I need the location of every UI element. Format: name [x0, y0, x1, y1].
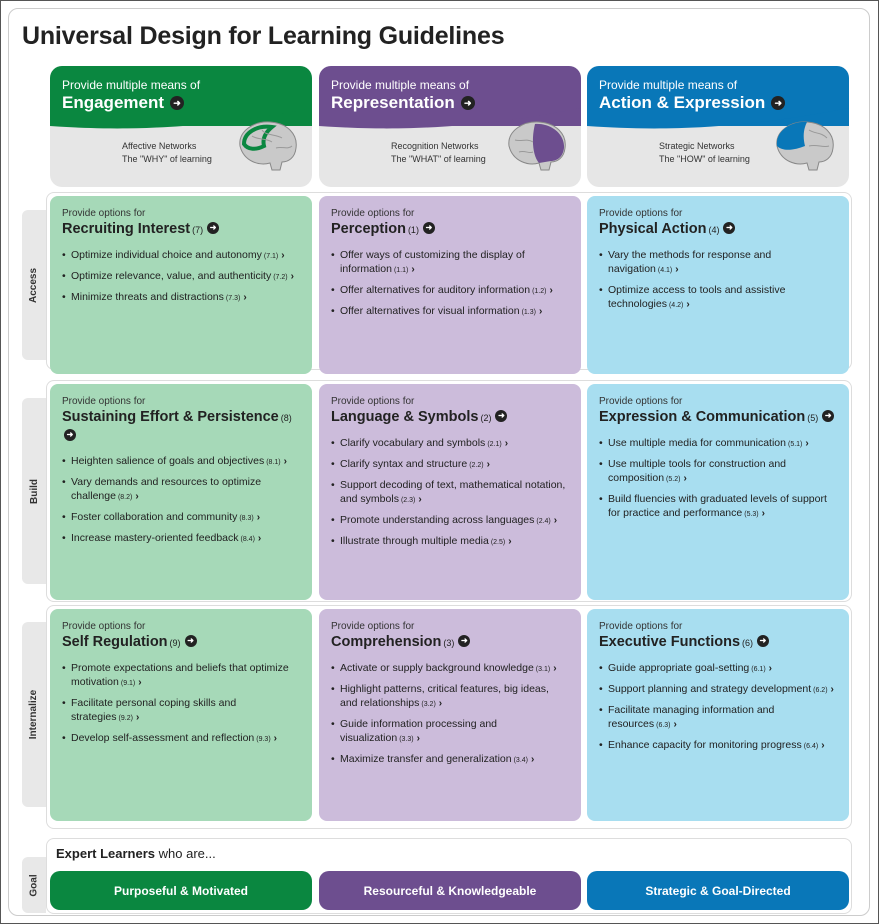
card-prefix: Provide options for — [599, 396, 683, 407]
chevron-right-icon: › — [673, 719, 677, 730]
guideline-number: (3.3) — [399, 736, 414, 743]
guideline-link[interactable] — [62, 290, 300, 306]
arrow-right-icon: ➜ — [458, 635, 470, 647]
guideline-number: (8.1) — [266, 459, 281, 466]
card-prefix: Provide options for — [331, 208, 415, 219]
card-title-text: Comprehension — [331, 634, 442, 650]
chevron-right-icon: › — [418, 494, 422, 505]
card-number: (1) — [407, 225, 419, 235]
guideline-number: (6.2) — [813, 687, 828, 694]
guideline-number: (8.2) — [117, 494, 133, 501]
guideline-number: (2.1) — [487, 441, 502, 448]
guideline-text: Facilitate managing information and resources — [608, 704, 775, 730]
guideline-text: Optimize relevance, value, and authenticity — [71, 270, 272, 282]
guideline-number: (3.2) — [421, 701, 436, 708]
guideline-number: (5.3) — [744, 511, 759, 518]
chevron-right-icon: › — [504, 438, 509, 449]
arrow-right-icon: ➜ — [64, 429, 76, 441]
card-number: (3) — [443, 638, 455, 648]
card-self-regulation[interactable] — [50, 609, 312, 821]
chevron-right-icon: › — [416, 733, 420, 744]
chevron-right-icon: › — [486, 459, 490, 470]
guideline-number: (9.2) — [118, 715, 133, 722]
card-prefix: Provide options for — [62, 208, 146, 219]
card-title-text: Self Regulation — [62, 634, 168, 650]
card-prefix: Provide options for — [599, 621, 683, 632]
arrow-right-icon: ➜ — [461, 96, 475, 110]
arrow-right-icon: ➜ — [495, 410, 507, 422]
guideline-text: Increase mastery-oriented feedback — [71, 532, 239, 544]
guideline-text: Support decoding of text, mathematical notation, and symbols — [340, 479, 566, 505]
guideline-number: (7.1) — [263, 253, 279, 260]
guideline-text: Optimize individual choice and autonomy — [71, 249, 262, 261]
guideline-number: (4.1) — [657, 267, 673, 274]
guideline-number: (1.1) — [393, 267, 409, 274]
guideline-text: Use multiple media for communication — [608, 437, 786, 449]
chevron-right-icon: › — [830, 684, 834, 695]
card-title[interactable] — [62, 633, 300, 652]
guideline-text: Offer alternatives for auditory information — [340, 284, 531, 296]
header-network — [659, 140, 750, 166]
row-label-internalize — [22, 622, 46, 807]
brain-top-icon — [769, 116, 839, 176]
guideline-text: Highlight patterns, critical features, big ideas, and relationships — [340, 683, 549, 709]
card-title-text: Executive Functions — [599, 634, 741, 650]
card-prefix: Provide options for — [331, 396, 415, 407]
guideline-link[interactable] — [62, 731, 300, 747]
card-title-text: Perception — [331, 221, 406, 237]
card-title-text: Recruiting Interest — [62, 221, 191, 237]
guideline-text: Offer alternatives for visual information — [340, 305, 520, 317]
goal-purposeful-button[interactable]: Purposeful & Motivated — [50, 871, 312, 910]
guideline-link[interactable] — [599, 457, 837, 487]
guideline-text: Activate or supply background knowledge — [340, 662, 534, 674]
guideline-number: (8.3) — [239, 515, 254, 522]
guideline-number: (6.4) — [803, 743, 819, 750]
network-name: Strategic Networks — [659, 141, 735, 151]
header-action-expression[interactable] — [587, 66, 849, 187]
header-representation[interactable] — [319, 66, 581, 187]
goal-strategic-button[interactable]: Strategic & Goal-Directed — [587, 871, 849, 910]
guideline-number: (1.3) — [521, 309, 536, 316]
chevron-right-icon: › — [821, 740, 825, 751]
guideline-link[interactable] — [62, 248, 300, 264]
guideline-text: Vary demands and resources to optimize challenge — [71, 476, 262, 502]
header-network — [391, 140, 486, 166]
guideline-link[interactable] — [331, 752, 569, 768]
guideline-link[interactable] — [331, 717, 569, 747]
row-label-text: Internalize — [28, 689, 40, 740]
chevron-right-icon: › — [683, 473, 687, 484]
arrow-right-icon: ➜ — [423, 222, 435, 234]
expert-learners-suffix: who are... — [158, 846, 216, 861]
guideline-text: Offer ways of customizing the display of information — [340, 249, 525, 275]
header-prefix: Provide multiple means of — [62, 78, 201, 92]
guideline-link[interactable] — [599, 248, 837, 278]
guideline-number: (5.1) — [788, 441, 803, 448]
network-purpose: The "WHAT" of learning — [391, 154, 486, 164]
guideline-text: Minimize threats and distractions — [71, 291, 224, 303]
header-title-link[interactable] — [62, 93, 184, 113]
guideline-text: Foster collaboration and community — [71, 511, 238, 523]
chevron-right-icon: › — [273, 733, 278, 744]
guideline-link[interactable] — [599, 738, 837, 754]
guideline-link[interactable] — [599, 661, 837, 677]
card-number: (9) — [169, 638, 181, 648]
card-title-text: Physical Action — [599, 221, 707, 237]
header-title: Engagement — [62, 93, 165, 112]
guideline-link[interactable] — [62, 510, 300, 526]
card-physical-action[interactable] — [587, 196, 849, 374]
chevron-right-icon: › — [553, 515, 558, 526]
card-title[interactable] — [331, 408, 569, 427]
header-title: Representation — [331, 93, 455, 112]
card-title[interactable] — [62, 220, 300, 239]
card-title[interactable] — [331, 633, 569, 652]
guideline-link[interactable] — [331, 457, 569, 473]
arrow-right-icon: ➜ — [757, 635, 769, 647]
guideline-number: (3.1) — [535, 666, 551, 673]
row-label-text: Access — [28, 267, 40, 303]
chevron-right-icon: › — [805, 438, 809, 449]
arrow-right-icon: ➜ — [822, 410, 834, 422]
guideline-number: (7.2) — [273, 274, 288, 281]
card-number: (6) — [742, 638, 754, 648]
header-prefix: Provide multiple means of — [599, 78, 738, 92]
header-title-link[interactable] — [599, 93, 785, 113]
expert-learners-heading — [56, 846, 216, 861]
chevron-right-icon: › — [290, 271, 294, 282]
card-number: (8) — [280, 413, 292, 423]
guideline-link[interactable] — [62, 661, 300, 691]
guideline-number: (1.2) — [532, 288, 547, 295]
brain-back-icon — [501, 116, 571, 176]
guideline-number: (5.2) — [666, 476, 681, 483]
guideline-link[interactable] — [599, 703, 837, 733]
chevron-right-icon: › — [243, 292, 247, 303]
card-title-text: Expression & Communication — [599, 409, 806, 425]
chevron-right-icon: › — [531, 754, 535, 765]
network-name: Affective Networks — [122, 141, 197, 151]
expert-learners-label: Expert Learners — [56, 846, 155, 861]
card-title-text: Sustaining Effort & Persistence — [62, 409, 279, 425]
guideline-number: (6.1) — [751, 666, 766, 673]
guideline-text: Optimize access to tools and assistive technologies — [608, 284, 786, 310]
guideline-number: (9.3) — [256, 736, 271, 743]
guideline-link[interactable] — [599, 436, 837, 452]
guideline-number: (2.5) — [490, 539, 506, 546]
guideline-text: Vary the methods for response and navigation — [608, 249, 772, 275]
network-purpose: The "WHY" of learning — [122, 154, 212, 164]
guideline-link[interactable] — [599, 283, 837, 313]
row-label-text: Build — [28, 478, 40, 504]
card-number: (2) — [480, 413, 492, 423]
guideline-link[interactable] — [62, 475, 300, 505]
guideline-text: Promote understanding across languages — [340, 514, 535, 526]
guideline-text: Clarify syntax and structure — [340, 458, 468, 470]
guideline-text: Enhance capacity for monitoring progress — [608, 739, 802, 751]
chevron-right-icon: › — [768, 663, 773, 674]
arrow-right-icon: ➜ — [207, 222, 219, 234]
card-language-symbols[interactable] — [319, 384, 581, 600]
card-prefix: Provide options for — [599, 208, 683, 219]
card-expression-communication[interactable] — [587, 384, 849, 600]
row-label-build — [22, 398, 46, 584]
card-perception[interactable] — [319, 196, 581, 374]
card-prefix: Provide options for — [62, 396, 146, 407]
guideline-link[interactable] — [331, 248, 569, 278]
guideline-link[interactable] — [331, 661, 569, 677]
header-prefix: Provide multiple means of — [331, 78, 470, 92]
guideline-link[interactable] — [599, 682, 837, 698]
chevron-right-icon: › — [438, 698, 443, 709]
chevron-right-icon: › — [538, 306, 543, 317]
guideline-link[interactable] — [331, 436, 569, 452]
page-title: Universal Design for Learning Guidelines — [22, 22, 505, 50]
arrow-right-icon: ➜ — [170, 96, 184, 110]
network-purpose: The "HOW" of learning — [659, 154, 750, 164]
chevron-right-icon: › — [283, 456, 287, 467]
header-title: Action & Expression — [599, 93, 766, 112]
row-label-access — [22, 210, 46, 360]
guideline-number: (6.3) — [656, 722, 671, 729]
guideline-text: Heighten salience of goals and objectives — [71, 455, 265, 467]
card-title[interactable] — [599, 408, 837, 427]
chevron-right-icon: › — [508, 536, 512, 547]
chevron-right-icon: › — [138, 677, 142, 688]
arrow-right-icon: ➜ — [723, 222, 735, 234]
guideline-text: Clarify vocabulary and symbols — [340, 437, 486, 449]
chevron-right-icon: › — [257, 533, 262, 544]
header-network — [122, 140, 212, 166]
guideline-text: Use multiple tools for construction and composition — [608, 458, 787, 484]
guideline-number: (2.3) — [400, 497, 416, 504]
header-title-link[interactable] — [331, 93, 475, 113]
guideline-number: (2.4) — [536, 518, 551, 525]
guideline-number: (7.3) — [225, 295, 241, 302]
card-title-text: Language & Symbols — [331, 409, 479, 425]
guideline-text: Guide information processing and visualization — [340, 718, 498, 744]
chevron-right-icon: › — [686, 299, 690, 310]
chevron-right-icon: › — [411, 264, 415, 275]
arrow-right-icon: ➜ — [185, 635, 197, 647]
card-number: (7) — [192, 225, 204, 235]
card-number: (4) — [708, 225, 720, 235]
guideline-text: Maximize transfer and generalization — [340, 753, 512, 765]
row-label-goal — [22, 857, 46, 913]
arrow-right-icon: ➜ — [771, 96, 785, 110]
card-sustaining-effort[interactable] — [50, 384, 312, 600]
chevron-right-icon: › — [256, 512, 261, 523]
guideline-link[interactable] — [331, 283, 569, 299]
guideline-number: (2.2) — [469, 462, 484, 469]
card-comprehension[interactable] — [319, 609, 581, 821]
guideline-text: Facilitate personal coping skills and strategies — [71, 697, 237, 723]
guideline-number: (9.1) — [120, 680, 136, 687]
guideline-link[interactable] — [331, 304, 569, 320]
guideline-text: Guide appropriate goal-setting — [608, 662, 750, 674]
brain-front-icon — [232, 116, 302, 176]
guideline-link[interactable] — [62, 454, 300, 470]
chevron-right-icon: › — [281, 250, 285, 261]
guideline-text: Promote expectations and beliefs that optimize motivation — [71, 662, 289, 688]
network-name: Recognition Networks — [391, 141, 479, 151]
guideline-number: (3.4) — [513, 757, 528, 764]
row-label-text: Goal — [28, 873, 40, 897]
chevron-right-icon: › — [675, 264, 679, 275]
card-title[interactable] — [62, 408, 300, 445]
guideline-link[interactable] — [331, 478, 569, 508]
guideline-link[interactable] — [331, 513, 569, 529]
card-title[interactable] — [599, 633, 837, 652]
guideline-link[interactable] — [62, 531, 300, 547]
card-prefix: Provide options for — [331, 621, 415, 632]
guideline-link[interactable] — [331, 534, 569, 550]
guideline-text: Illustrate through multiple media — [340, 535, 489, 547]
guideline-number: (4.2) — [668, 302, 684, 309]
guideline-link[interactable] — [62, 269, 300, 285]
guideline-link[interactable] — [599, 492, 837, 522]
guideline-text: Develop self-assessment and reflection — [71, 732, 255, 744]
chevron-right-icon: › — [135, 491, 139, 502]
header-engagement[interactable] — [50, 66, 312, 187]
guideline-number: (8.4) — [240, 536, 255, 543]
chevron-right-icon: › — [761, 508, 765, 519]
chevron-right-icon: › — [553, 663, 557, 674]
goal-resourceful-button[interactable]: Resourceful & Knowledgeable — [319, 871, 581, 910]
card-title[interactable] — [599, 220, 837, 239]
guideline-text: Build fluencies with graduated levels of support for practice and performance — [608, 493, 827, 519]
chevron-right-icon: › — [135, 712, 140, 723]
guideline-text: Support planning and strategy development — [608, 683, 812, 695]
card-prefix: Provide options for — [62, 621, 146, 632]
card-recruiting-interest[interactable] — [50, 196, 312, 374]
guideline-link[interactable] — [62, 696, 300, 726]
card-number: (5) — [807, 413, 819, 423]
chevron-right-icon: › — [549, 285, 553, 296]
card-title[interactable] — [331, 220, 569, 239]
card-executive-functions[interactable] — [587, 609, 849, 821]
guideline-link[interactable] — [331, 682, 569, 712]
